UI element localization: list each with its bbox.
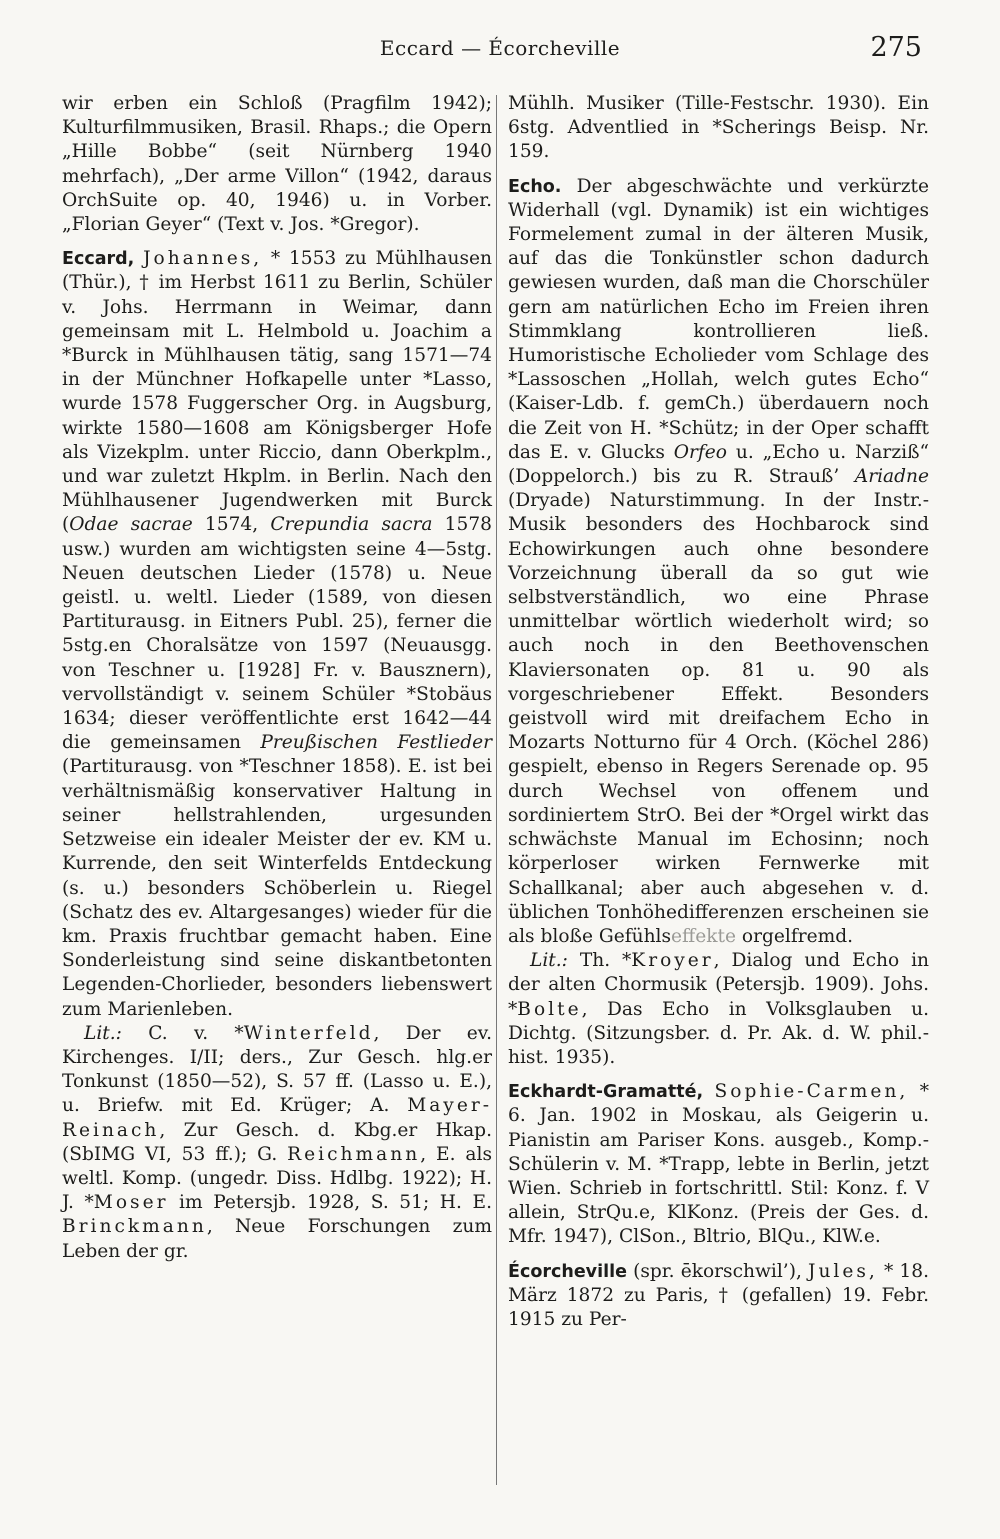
entry-headword: Eckhardt-Gramatté, [508,1082,704,1103]
entry-headword: Echo. [508,176,562,197]
author-name: Brinckmann [62,1216,207,1238]
author-name: Mayer-Reinach [62,1095,492,1141]
entry-ecorcheville: Écorcheville (spr. ēkorschwil’), Jules, * 18. März 1872 zu Paris, † (gefallen) 19. Febr. 1915 zu Per- [508,1260,929,1330]
paragraph-continuation: wir erben ein Schloß (Pragfilm 1942); Kulturfilmmusiken, Brasil. Rhaps.; die Opern „Hille Bobbe“ (seit Nürnberg 1940 mehrfach), „Der arme Villon“ (1942, daraus OrchSuite op. 40, 1946) u. in Vorber. „Florian Geyer“ (Text v. Jos. *Gregor). [62,93,492,236]
lit-label: Lit.: [530,950,568,972]
entry-eckhardt-gramatte: Eckhardt-Gramatté, Sophie-Carmen, * 6. Jan. 1902 in Moskau, als Geigerin u. Pianistin am Pariser Kons. ausgeb., Komp.-Schülerin v. M. *Trapp, lebte in Berlin, jetzt Wien. Schrieb in fortschrittl. Stil: Konz. f. V allein, StrQu.e, KlKonz. (Preis der Ges. d. Mfr. 1947), ClSon., Bltrio, BlQu., KlW.e. [508,1081,929,1248]
entry-headword: Eccard, [62,249,135,270]
paragraph-continuation: Mühlh. Musiker (Tille-Festschr. 1930). Ein 6stg. Adventlied in *Scherings Beisp. Nr. 159. [508,93,929,163]
lit-label: Lit.: [84,1022,122,1044]
entry-given-name: Sophie-Carmen, [714,1081,909,1103]
entry-echo: Echo. Der abgeschwächte und verkürzte Widerhall (vgl. Dynamik) ist ein wichtiges Formelement zumal in der älteren Musik, auf das die Tonkünstler schon dadurch gewiesen wurden, daß man die Chorschüler gern am natürlichen Echo im Freien ihren Stimmklang kontrollieren ließ. Humoristische Echolieder vom Schlage des *Lassoschen „Hollah, welch gutes Echo“ (Kaiser-Ldb. f. gemCh.) überdauern noch die Zeit von H. *Schütz; in der Oper schafft das E. v. Glucks Orfeo u. „Echo u. Narziß“ (Doppelorch.) bis zu R. Strauß’ Ariadne (Dryade) Naturstimmung. In der Instr.-Musik besonders des Hochbarock sind Echowirkungen auch ohne besondere Vorzeichnung überall da so gut wie selbstverständlich, wo eine Phrase unmittelbar wörtlich wiederholt wird; so auch noch in den Beethovenschen Klaviersonaten op. 81 u. 90 als vorgeschriebener Effekt. Besonders geistvoll wird mit dreifachem Echo in Mozarts Notturno für 4 Orch. (Köchel 286) gespielt, ebenso in Regers Serenade op. 95 durch Wechsel von offenem und sordiniertem StrO. Bei der *Orgel wirkt das schwächste Manual im Echosinn; noch körperloser wirken Fernwerke mit Schallkanal; aber auch abgesehen v. d. üblichen Tonhöhedifferenzen erscheinen sie als bloße Gefühlseffekte orgelfremd. [508,175,929,947]
page-number: 275 [870,32,922,63]
entry-given-name: Jules, [808,1260,878,1282]
work-title: Crepundia sacra [270,514,433,536]
right-column [508,92,929,1332]
column-divider [496,95,497,1485]
work-title: Orfeo [673,441,727,463]
literature-eccard: Lit.: C. v. *Winterfeld, Der ev. Kirchenges. I/II; ders., Zur Gesch. hlg.er Tonkunst (1850—52), S. 57 ff. (Lasso u. E.), u. Briefw. mit Ed. Krüger; A. Mayer-Reinach, Zur Gesch. d. Kbg.er Hkap. (SbIMG VI, 53 ff.); G. Reichmann, E. als weltl. Komp. (ungedr. Diss. Hdlbg. 1922); H. J. *Moser im Petersjb. 1928, S. 51; H. E. Brinckmann, Neue Forschungen zum Leben der gr. [62,1022,492,1262]
author-name: Winterfeld [243,1022,374,1044]
author-name: Moser [93,1192,169,1214]
entry-given-name: Johannes, [143,248,263,270]
work-title: Ariadne [854,466,929,488]
author-name: Kroyer [631,950,714,972]
author-name: Bolte [517,998,582,1020]
running-head: Eccard — Écorcheville [379,36,621,60]
author-name: Reichmann [287,1143,421,1165]
faded-text: effekte [671,925,737,947]
work-title: Odae sacrae [69,514,193,536]
literature-echo: Lit.: Th. *Kroyer, Dialog und Echo in der alten Chormusik (Petersjb. 1909). Johs. *Bolte, Das Echo in Volksglauben u. Dichtg. (Sitzungsber. d. Pr. Ak. d. W. phil.-hist. 1935). [508,950,930,1068]
entry-headword: Écorcheville [508,1261,627,1282]
page-header [0,30,1000,70]
work-title: Preußischen Festlieder [260,732,492,754]
entry-eccard: Eccard, Johannes, * 1553 zu Mühlhausen (Thür.), † im Herbst 1611 zu Berlin, Schüler v. Johs. Herrmann in Weimar, dann gemeinsam mit L. Helmbold u. Joachim a *Burck in Mühlhausen tätig, sang 1571—74 in der Münchner Hofkapelle unter *Lasso, wurde 1578 Fuggerscher Org. in Augsburg, wirkte 1580—1608 am Königsberger Hofe als Vizekplm. unter Riccio, dann Oberkplm., und war zuletzt Hkplm. in Berlin. Nach den Mühlhausener Jugendwerken mit Burck (Odae sacrae 1574, Crepundia sacra 1578 usw.) wurden am wichtigsten seine 4—5stg. Neuen deutschen Lieder (1578) u. Neue geistl. u. weltl. Lieder (1589, von diesen Partiturausg. in Eitners Publ. 25), ferner die 5stg.en Choralsätze von 1597 (Neuausgg. von Teschner u. [1928] Fr. v. Bausznern), vervollständigt v. seinem Schüler *Stobäus 1634; dieser veröffentlichte erst 1642—44 die gemeinsamen Preußischen Festlieder (Partiturausg. von *Teschner 1858). E. ist bei verhältnismäßig konservativer Haltung in seiner hellstrahlenden, urgesunden Setzweise ein idealer Meister der ev. KM u. Kurrende, den seit Winterfelds Entdeckung (s. u.) besonders Schöberlein u. Riegel (Schatz des ev. Altargesanges) wieder für die km. Praxis fruchtbar gemacht haben. Eine Sonderleistung sind seine diskantbetonten Legenden-Chorlieder, besonders liebenswert zum Marienleben. [62,248,492,1020]
left-column [62,92,492,1264]
